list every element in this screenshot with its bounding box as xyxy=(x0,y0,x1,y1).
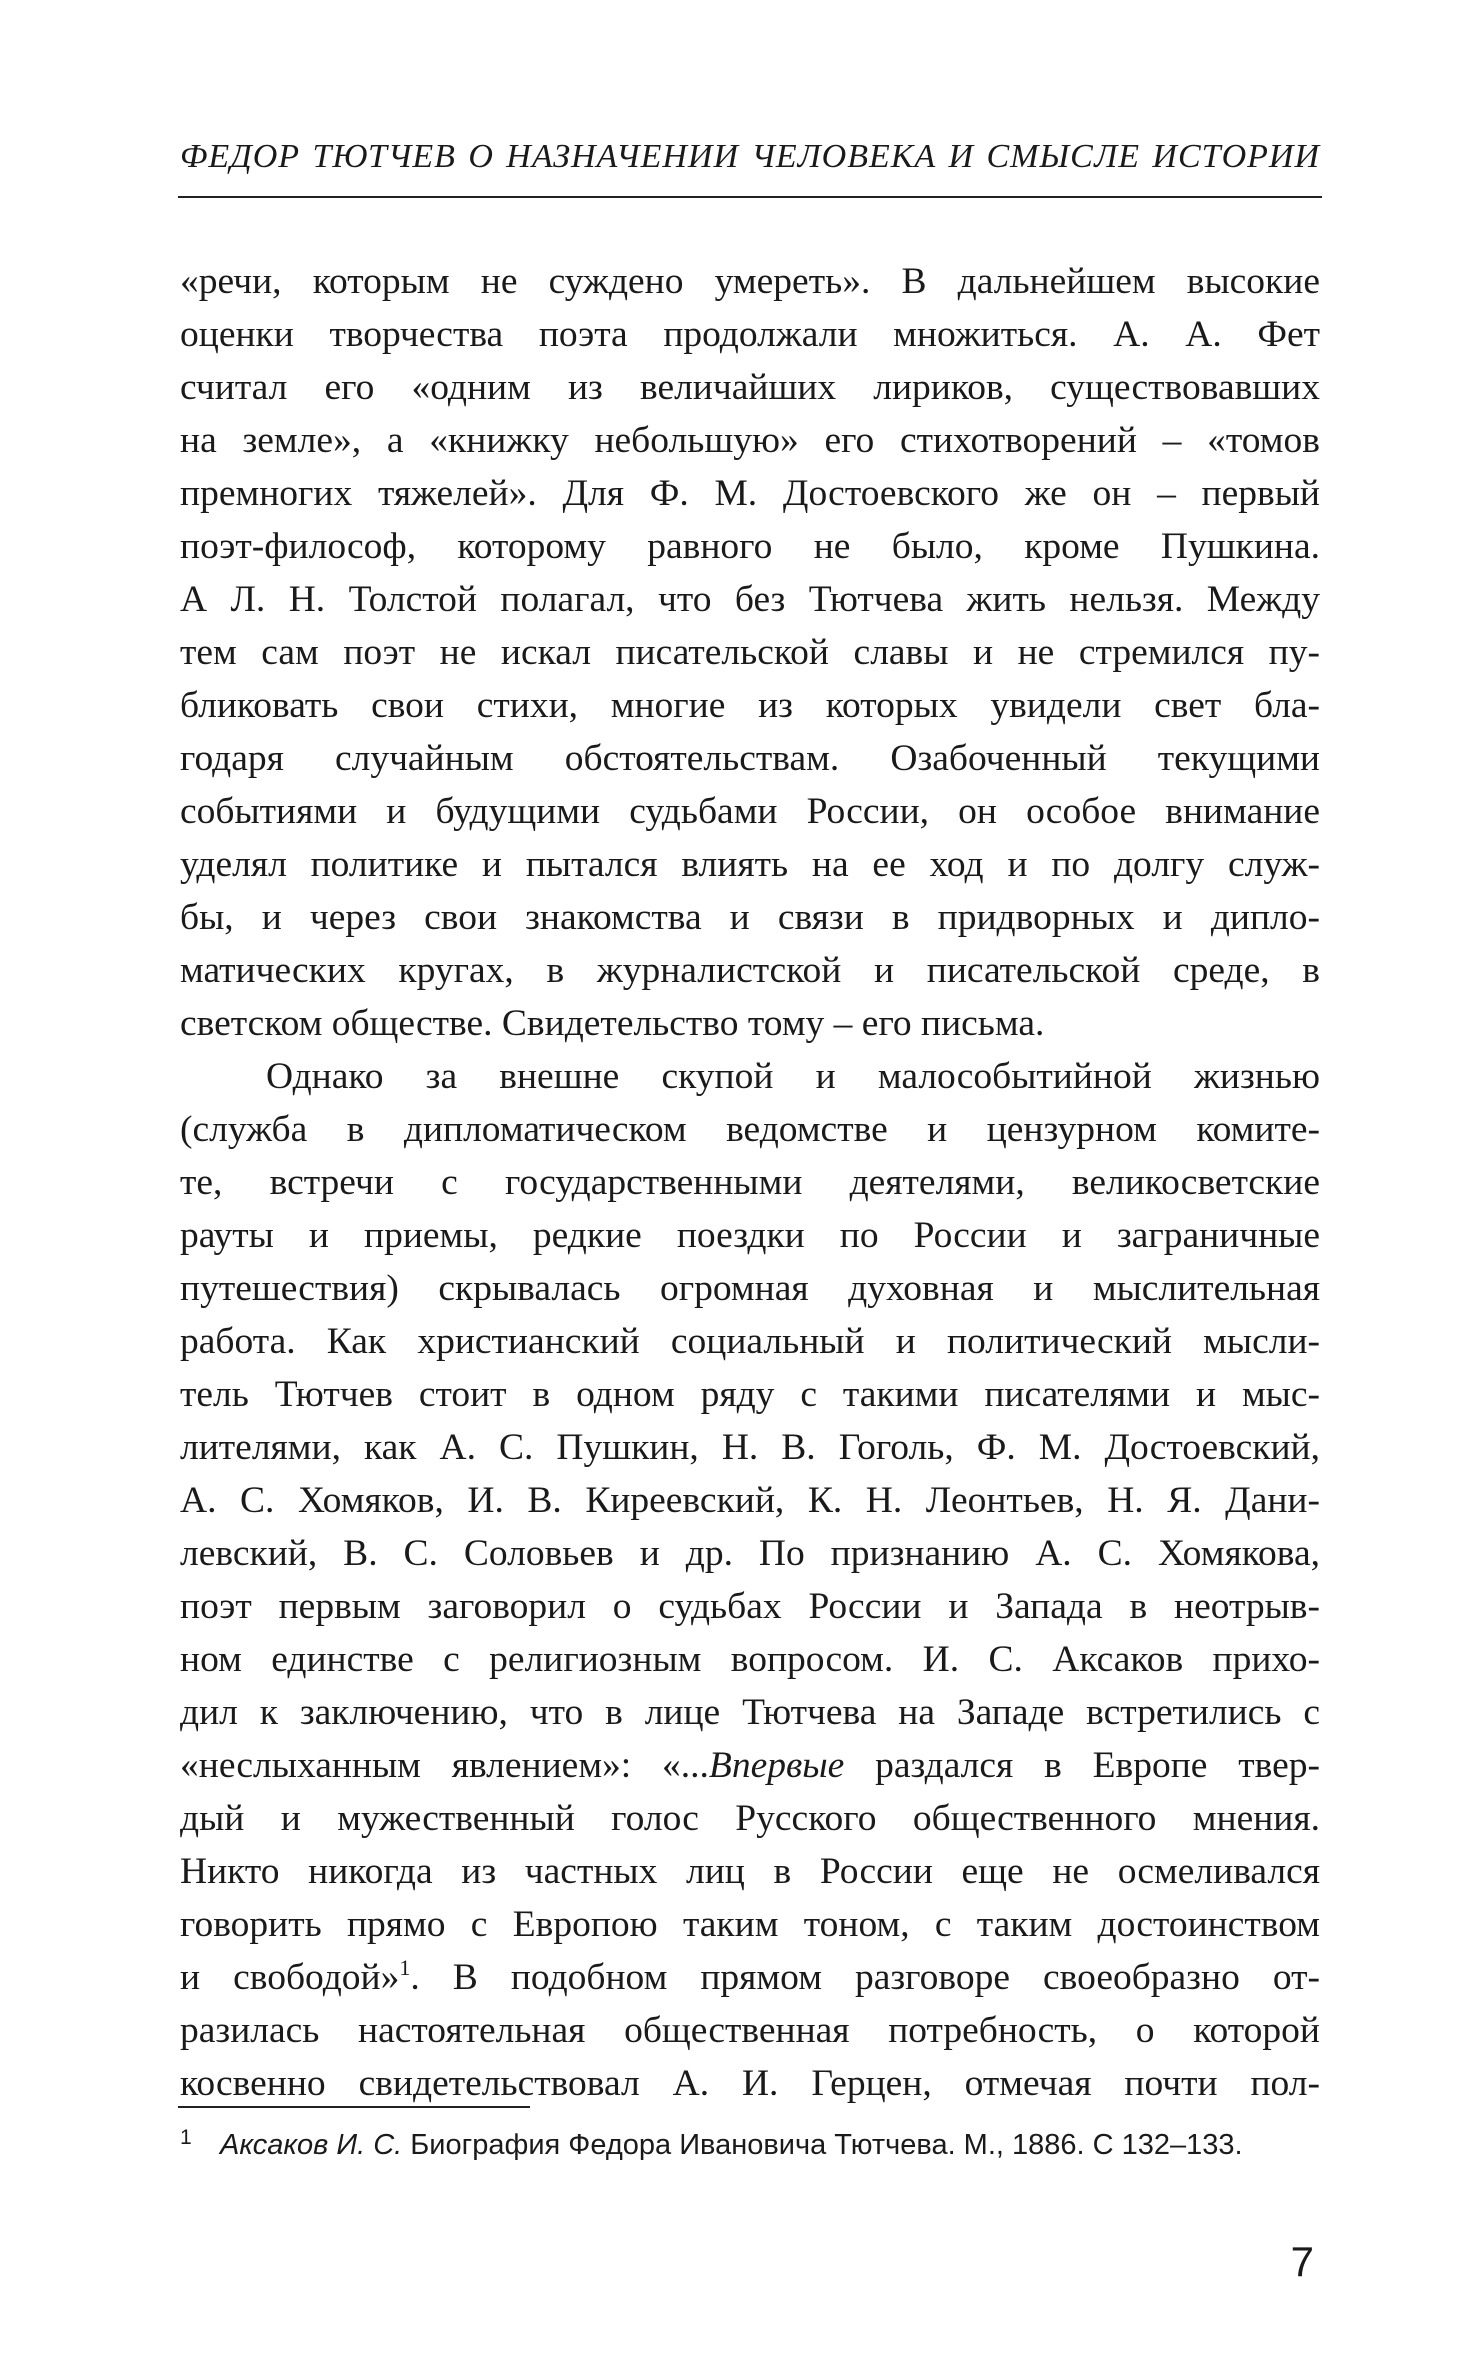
text-line: считал его «одним из величайших лириков, существовавших xyxy=(180,367,1320,408)
page-number: 7 xyxy=(1290,2238,1314,2285)
text-line: бликовать свои стихи, многие из которых увидели свет бла- xyxy=(180,685,1320,726)
text-line: говорить прямо с Европою таким тоном, с таким достоинством xyxy=(180,1904,1320,1945)
text-line: А Л. Н. Толстой полагал, что без Тютчева жить нельзя. Между xyxy=(180,579,1320,620)
text-segment: . В подобном прямом разговоре своеобразно от- xyxy=(410,1957,1320,1998)
text-line: А. С. Хомяков, И. В. Киреевский, К. Н. Леонтьев, Н. Я. Дани- xyxy=(180,1480,1320,1521)
text-segment: «неслыханным явлением»: «... xyxy=(180,1745,709,1786)
text-line xyxy=(180,1739,1320,1792)
text-line: путешествия) скрывалась огромная духовная и мыслительная xyxy=(180,1268,1320,1309)
footnote-reference[interactable]: 1 xyxy=(399,1955,411,1980)
text-line: дил к заключению, что в лице Тютчева на Западе встретились с xyxy=(180,1692,1320,1733)
text-line: годаря случайным обстоятельствам. Озабоченный текущими xyxy=(180,738,1320,779)
text-line: те, встречи с государственными деятелями, великосветские xyxy=(180,1162,1320,1203)
emphasis-text: Впервые xyxy=(708,1745,845,1786)
main-text xyxy=(180,255,1320,2110)
paragraph-start-line: Однако за внешне скупой и малособытийной жизнью xyxy=(266,1056,1320,1097)
text-line: тель Тютчев стоит в одном ряду с такими писателями и мыс- xyxy=(180,1374,1320,1415)
text-line: уделял политике и пытался влиять на ее ход и по долгу служ- xyxy=(180,844,1320,885)
running-title: ФЕДОР ТЮТЧЕВ О НАЗНАЧЕНИИ ЧЕЛОВЕКА И СМЫСЛЕ ИСТОРИИ xyxy=(180,138,1320,175)
text-line: работа. Как христианский социальный и политический мысли- xyxy=(180,1321,1320,1362)
text-line: Никто никогда из частных лиц в России еще не осмеливался xyxy=(180,1851,1320,1892)
text-line xyxy=(180,1951,1320,2004)
text-line: светском обществе. Свидетельство тому – его письма. xyxy=(180,1003,1045,1044)
text-line: поэт-философ, которому равного не было, кроме Пушкина. xyxy=(180,526,1320,567)
text-line: матических кругах, в журналистской и писательской среде, в xyxy=(180,950,1320,991)
text-segment: и свободой» xyxy=(180,1957,400,1998)
text-line: тем сам поэт не искал писательской славы и не стремился пу- xyxy=(180,632,1320,673)
text-line: оценки творчества поэта продолжали множиться. А. А. Фет xyxy=(180,314,1320,355)
header-divider xyxy=(178,196,1322,198)
text-line: лителями, как А. С. Пушкин, Н. В. Гоголь, Ф. М. Достоевский, xyxy=(180,1427,1320,1468)
text-line: (служба в дипломатическом ведомстве и цензурном комите- xyxy=(180,1109,1320,1150)
text-line: на земле», а «книжку небольшую» его стихотворений – «томов xyxy=(180,420,1320,461)
text-line: левский, В. С. Соловьев и др. По признанию А. С. Хомякова, xyxy=(180,1533,1320,1574)
text-line: ном единстве с религиозным вопросом. И. С. Аксаков прихо- xyxy=(180,1639,1320,1680)
footnote-number: 1 xyxy=(180,2126,192,2149)
footnote xyxy=(180,2118,1320,2165)
text-line: рауты и приемы, редкие поездки по России и заграничные xyxy=(180,1215,1320,1256)
text-line: событиями и будущими судьбами России, он особое внимание xyxy=(180,791,1320,832)
footnote-divider xyxy=(178,2106,530,2108)
text-segment: раздался в Европе твер- xyxy=(844,1745,1320,1786)
text-line: бы, и через свои знакомства и связи в придворных и дипло- xyxy=(180,897,1320,938)
text-line: косвенно свидетельствовал А. И. Герцен, отмечая почти пол- xyxy=(180,2063,1320,2104)
text-line: «речи, которым не суждено умереть». В дальнейшем высокие xyxy=(180,261,1320,302)
footnote-text: Биография Федора Ивановича Тютчева. М., 1886. С 132–133. xyxy=(402,2129,1243,2161)
text-line: премногих тяжелей». Для Ф. М. Достоевского же он – первый xyxy=(180,473,1320,514)
text-line: дый и мужественный голос Русского общественного мнения. xyxy=(180,1798,1320,1839)
footnote-author: Аксаков И. С. xyxy=(220,2129,403,2161)
text-line: поэт первым заговорил о судьбах России и Запада в неотрыв- xyxy=(180,1586,1320,1627)
text-line: разилась настоятельная общественная потребность, о которой xyxy=(180,2010,1320,2051)
